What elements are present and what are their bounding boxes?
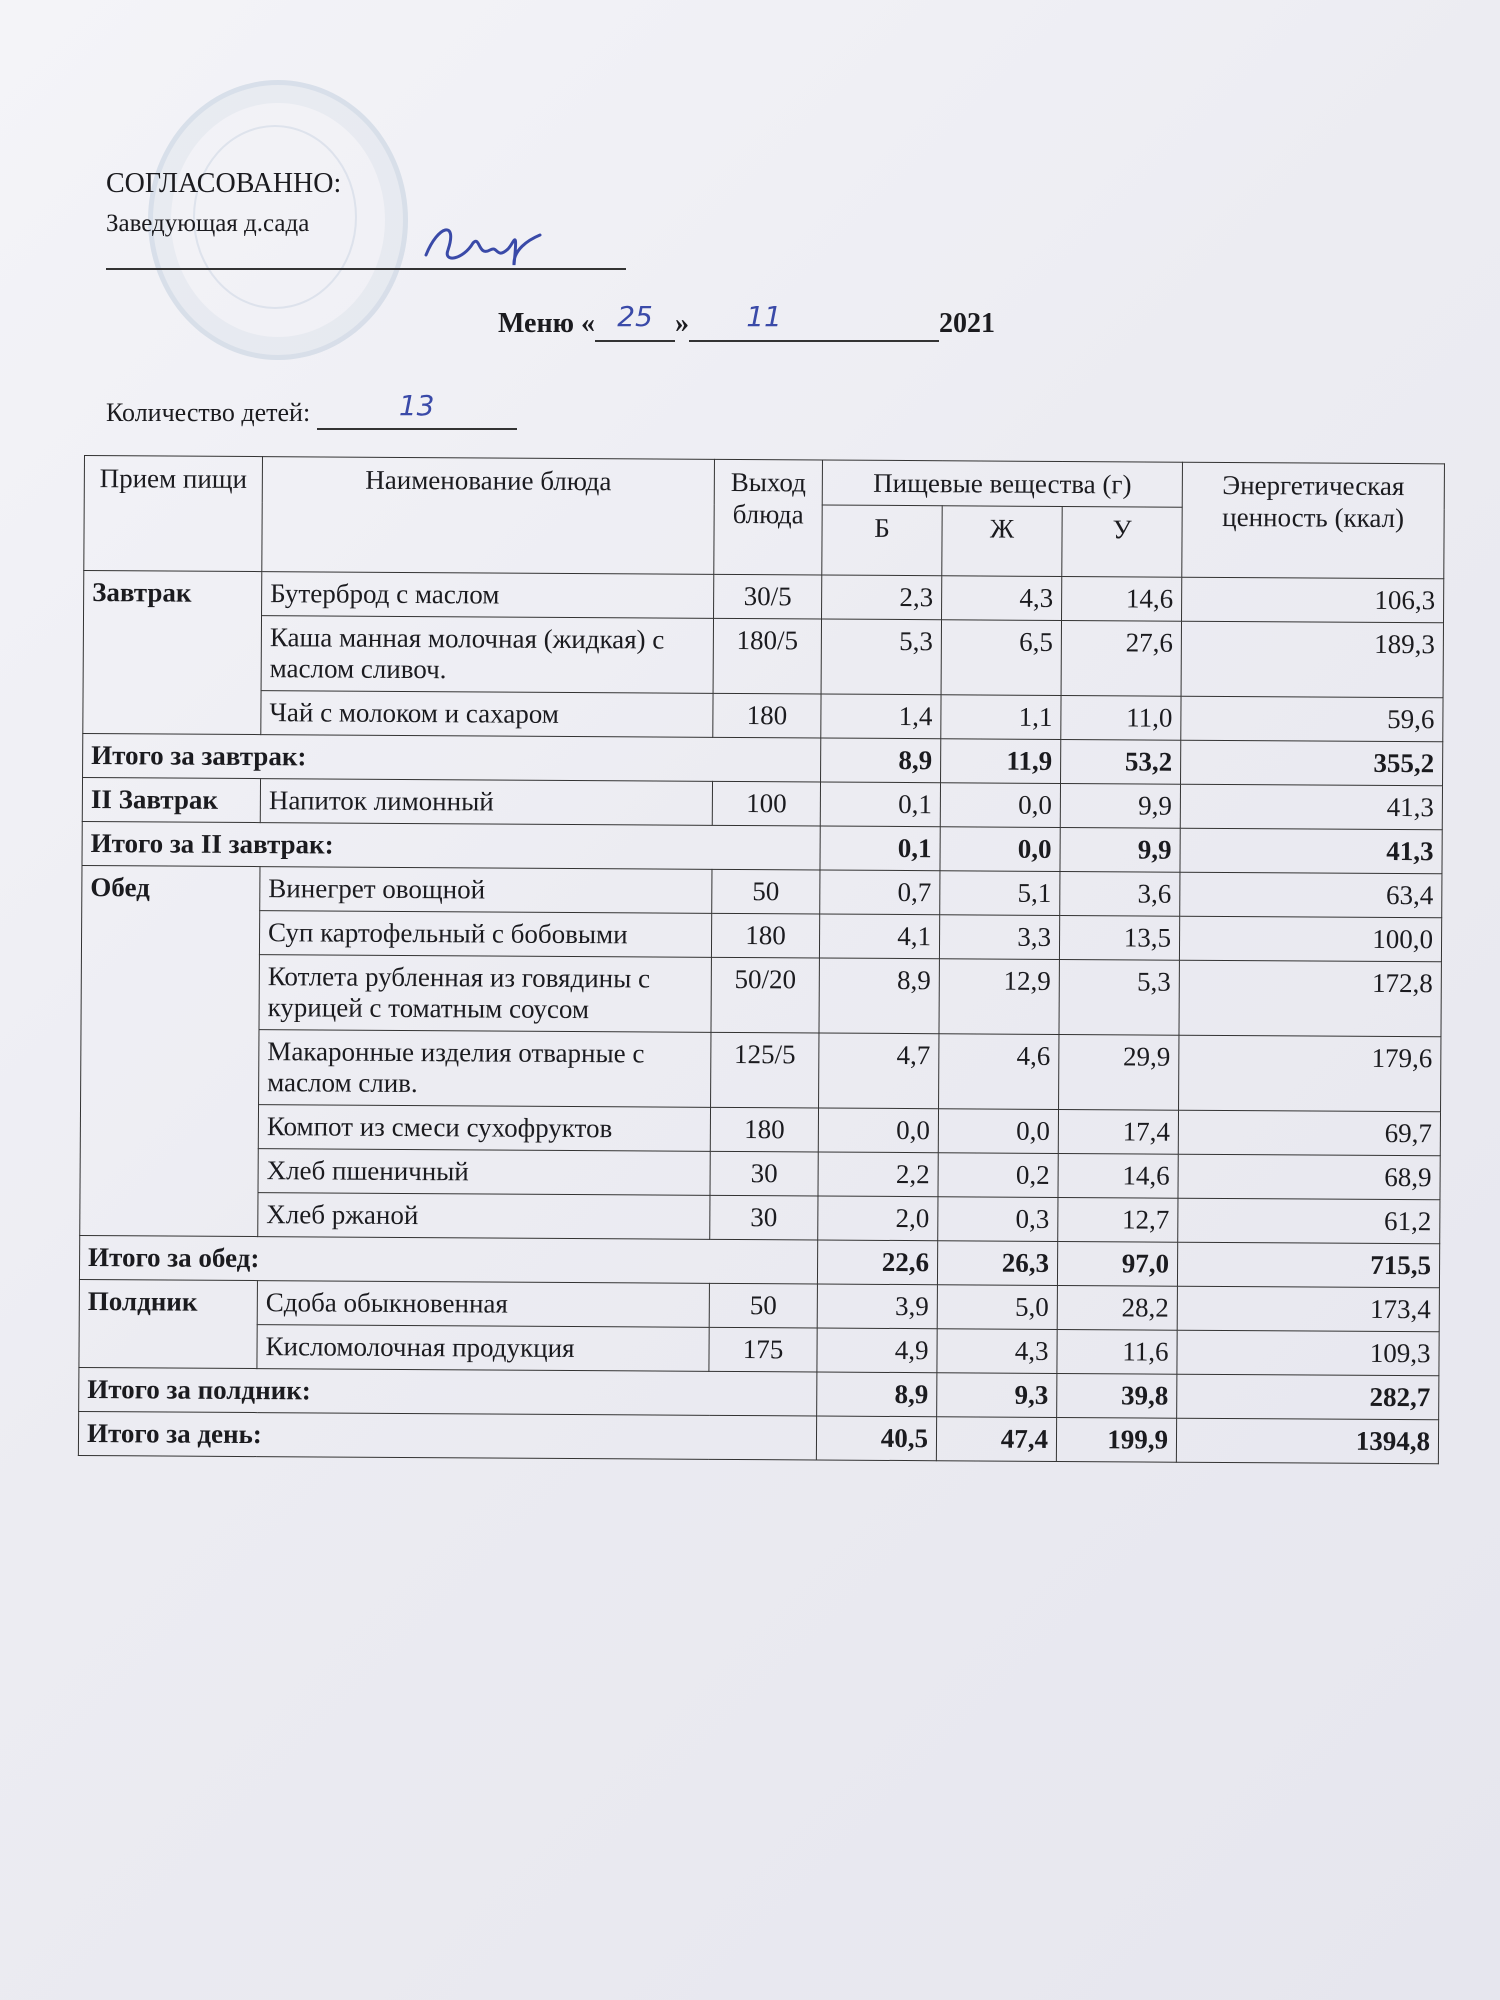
table-cell: 69,7	[1178, 1111, 1440, 1157]
signature	[418, 205, 548, 275]
table-cell: 53,2	[1061, 740, 1181, 785]
table-cell: Итого за полдник:	[79, 1368, 817, 1417]
kids-count	[317, 389, 517, 430]
table-cell: 41,3	[1180, 829, 1442, 875]
table-cell: 4,3	[937, 1329, 1057, 1374]
table-cell: 50/20	[711, 958, 819, 1034]
table-cell: 9,9	[1060, 784, 1180, 829]
table-cell: 3,3	[939, 915, 1059, 960]
table-cell: 0,3	[938, 1197, 1058, 1242]
menu-year: 2021	[939, 308, 996, 339]
table-cell: 14,6	[1062, 577, 1182, 622]
table-cell: 6,5	[941, 620, 1061, 696]
menu-table	[78, 455, 1445, 1465]
table-cell: Сдоба обыкновенная	[257, 1281, 709, 1328]
table-cell: 1,1	[941, 695, 1061, 740]
table-cell: 22,6	[817, 1240, 937, 1285]
table-cell: 59,6	[1181, 697, 1443, 743]
header-meal: Прием пищи	[84, 456, 263, 572]
table-cell: 0,1	[820, 826, 940, 871]
table-cell: 97,0	[1057, 1242, 1177, 1287]
table-cell: 25	[617, 300, 653, 333]
table-cell: 12,7	[1058, 1198, 1178, 1243]
table-cell: 39,8	[1057, 1374, 1177, 1419]
table-cell: 172,8	[1179, 961, 1441, 1038]
table-cell: Кисломолочная продукция	[257, 1325, 709, 1372]
table-cell: 17,4	[1058, 1110, 1178, 1155]
table-cell: 41,3	[1180, 785, 1442, 831]
header-energy: Энергетическая ценность (ккал)	[1182, 462, 1445, 579]
table-cell: 26,3	[937, 1241, 1057, 1286]
menu-month	[689, 300, 939, 342]
table-cell: 100	[712, 782, 820, 827]
table-cell: 0,0	[940, 783, 1060, 828]
header-u: У	[1062, 507, 1182, 578]
table-cell: 125/5	[711, 1033, 819, 1109]
table-cell: 715,5	[1177, 1243, 1439, 1289]
table-cell: 11	[746, 300, 782, 333]
table-cell: Котлета рубленная из говядины с курицей с томатным соусом	[259, 955, 711, 1033]
head-title: Заведующая д.сада	[106, 210, 310, 237]
menu-title	[498, 300, 996, 342]
table-cell: 355,2	[1181, 741, 1443, 787]
table-cell: Итого за завтрак:	[83, 734, 821, 783]
total-row-day	[78, 1412, 1438, 1464]
table-cell: 61,2	[1178, 1199, 1440, 1245]
table-cell: 9,3	[937, 1373, 1057, 1418]
table-row	[81, 954, 1441, 1037]
header-yield: Выход блюда	[714, 459, 823, 575]
table-cell: 63,4	[1180, 873, 1442, 919]
table-cell: 0,0	[940, 827, 1060, 872]
table-cell: 180	[713, 694, 821, 739]
table-cell: 180	[710, 1108, 818, 1153]
table-cell: 30/5	[714, 575, 822, 620]
header-b: Б	[822, 505, 942, 576]
table-cell: 175	[709, 1328, 817, 1373]
table-cell: 2,2	[818, 1152, 938, 1197]
table-cell: 180/5	[713, 619, 821, 695]
meal-snack: Полдник	[79, 1280, 258, 1369]
table-cell: 100,0	[1179, 917, 1441, 963]
header-dish: Наименование блюда	[262, 457, 715, 575]
table-cell: 5,1	[940, 871, 1060, 916]
table-cell: 50	[712, 870, 820, 915]
table-cell: 282,7	[1177, 1375, 1439, 1421]
table-cell: 8,9	[821, 738, 941, 783]
table-cell: 1,4	[821, 694, 941, 739]
table-cell: Суп картофельный с бобовыми	[259, 911, 711, 958]
header-nutrients: Пищевые вещества (г)	[822, 460, 1182, 508]
table-cell: 28,2	[1057, 1286, 1177, 1331]
table-cell: Винегрет овощной	[260, 867, 712, 914]
table-cell: 4,1	[819, 914, 939, 959]
table-cell: 11,0	[1061, 696, 1181, 741]
table-cell: 47,4	[936, 1417, 1056, 1462]
table-cell: Макаронные изделия отварные с маслом слив.	[259, 1030, 711, 1108]
table-cell: 4,9	[817, 1328, 937, 1373]
table-cell: 180	[711, 914, 819, 959]
table-cell: 40,5	[816, 1416, 936, 1461]
menu-day	[595, 300, 675, 342]
table-cell: Чай с молоком и сахаром	[261, 691, 713, 738]
children-count	[106, 389, 517, 430]
table-cell: 2,0	[818, 1196, 938, 1241]
table-cell: Итого за день:	[78, 1412, 816, 1461]
menu-mid: »	[675, 308, 690, 339]
table-cell: 9,9	[1060, 828, 1180, 873]
table-cell: 173,4	[1177, 1287, 1439, 1333]
table-cell: Хлеб пшеничный	[258, 1149, 710, 1196]
table-cell: 2,3	[822, 575, 942, 620]
table-cell: 4,3	[942, 576, 1062, 621]
table-cell: 179,6	[1179, 1036, 1441, 1113]
table-cell: 30	[710, 1152, 818, 1197]
table-cell: 13,5	[1059, 916, 1179, 961]
table-cell: 199,9	[1056, 1418, 1176, 1463]
meal-lunch: Обед	[80, 866, 260, 1237]
meal-second-breakfast: II Завтрак	[82, 778, 260, 823]
table-cell: 8,9	[817, 1372, 937, 1417]
table-row	[81, 1029, 1441, 1112]
table-cell: 3,6	[1060, 872, 1180, 917]
table-cell: 8,9	[819, 958, 939, 1034]
table-cell: Итого за II завтрак:	[82, 822, 820, 871]
table-cell: 11,9	[941, 739, 1061, 784]
table-cell: 4,6	[939, 1034, 1059, 1110]
table-cell: 4,7	[819, 1033, 939, 1109]
table-cell: 14,6	[1058, 1154, 1178, 1199]
table-cell: Напиток лимонный	[260, 779, 712, 826]
table-cell: Бутерброд с маслом	[262, 572, 714, 619]
table-cell: 0,0	[938, 1109, 1058, 1154]
table-cell: 50	[709, 1284, 817, 1329]
table-cell: Итого за обед:	[79, 1236, 817, 1285]
table-cell: Хлеб ржаной	[258, 1193, 710, 1240]
table-cell: 3,9	[817, 1284, 937, 1329]
table-row	[83, 615, 1443, 698]
table-cell: 0,7	[820, 870, 940, 915]
table-cell: 5,0	[937, 1285, 1057, 1330]
table-cell: 5,3	[1059, 960, 1179, 1036]
table-cell: 68,9	[1178, 1155, 1440, 1201]
signature-line	[106, 268, 626, 270]
table-cell: 30	[710, 1196, 818, 1241]
kids-label: Количество детей:	[106, 398, 311, 427]
table-cell: 0,0	[818, 1108, 938, 1153]
table-cell: 0,2	[938, 1153, 1058, 1198]
header-zh: Ж	[942, 506, 1062, 577]
table-cell: Каша манная молочная (жидкая) с маслом сливоч.	[261, 616, 713, 694]
table-cell: 189,3	[1181, 622, 1443, 699]
table-cell: 1394,8	[1176, 1419, 1438, 1465]
approved-heading: СОГЛАСОВАННО:	[106, 168, 342, 199]
table-cell: 0,1	[820, 782, 940, 827]
menu-prefix: Меню «	[498, 308, 596, 339]
table-cell: 29,9	[1059, 1035, 1179, 1111]
table-cell: 109,3	[1177, 1331, 1439, 1377]
table-cell: 12,9	[939, 959, 1059, 1035]
table-cell: 5,3	[821, 619, 941, 695]
table-cell: Компот из смеси сухофруктов	[258, 1105, 710, 1152]
table-cell: 106,3	[1182, 578, 1444, 624]
table-cell: 11,6	[1057, 1330, 1177, 1375]
table-cell: 13	[398, 389, 435, 422]
meal-breakfast: Завтрак	[83, 571, 262, 735]
table-cell: 27,6	[1061, 621, 1181, 697]
